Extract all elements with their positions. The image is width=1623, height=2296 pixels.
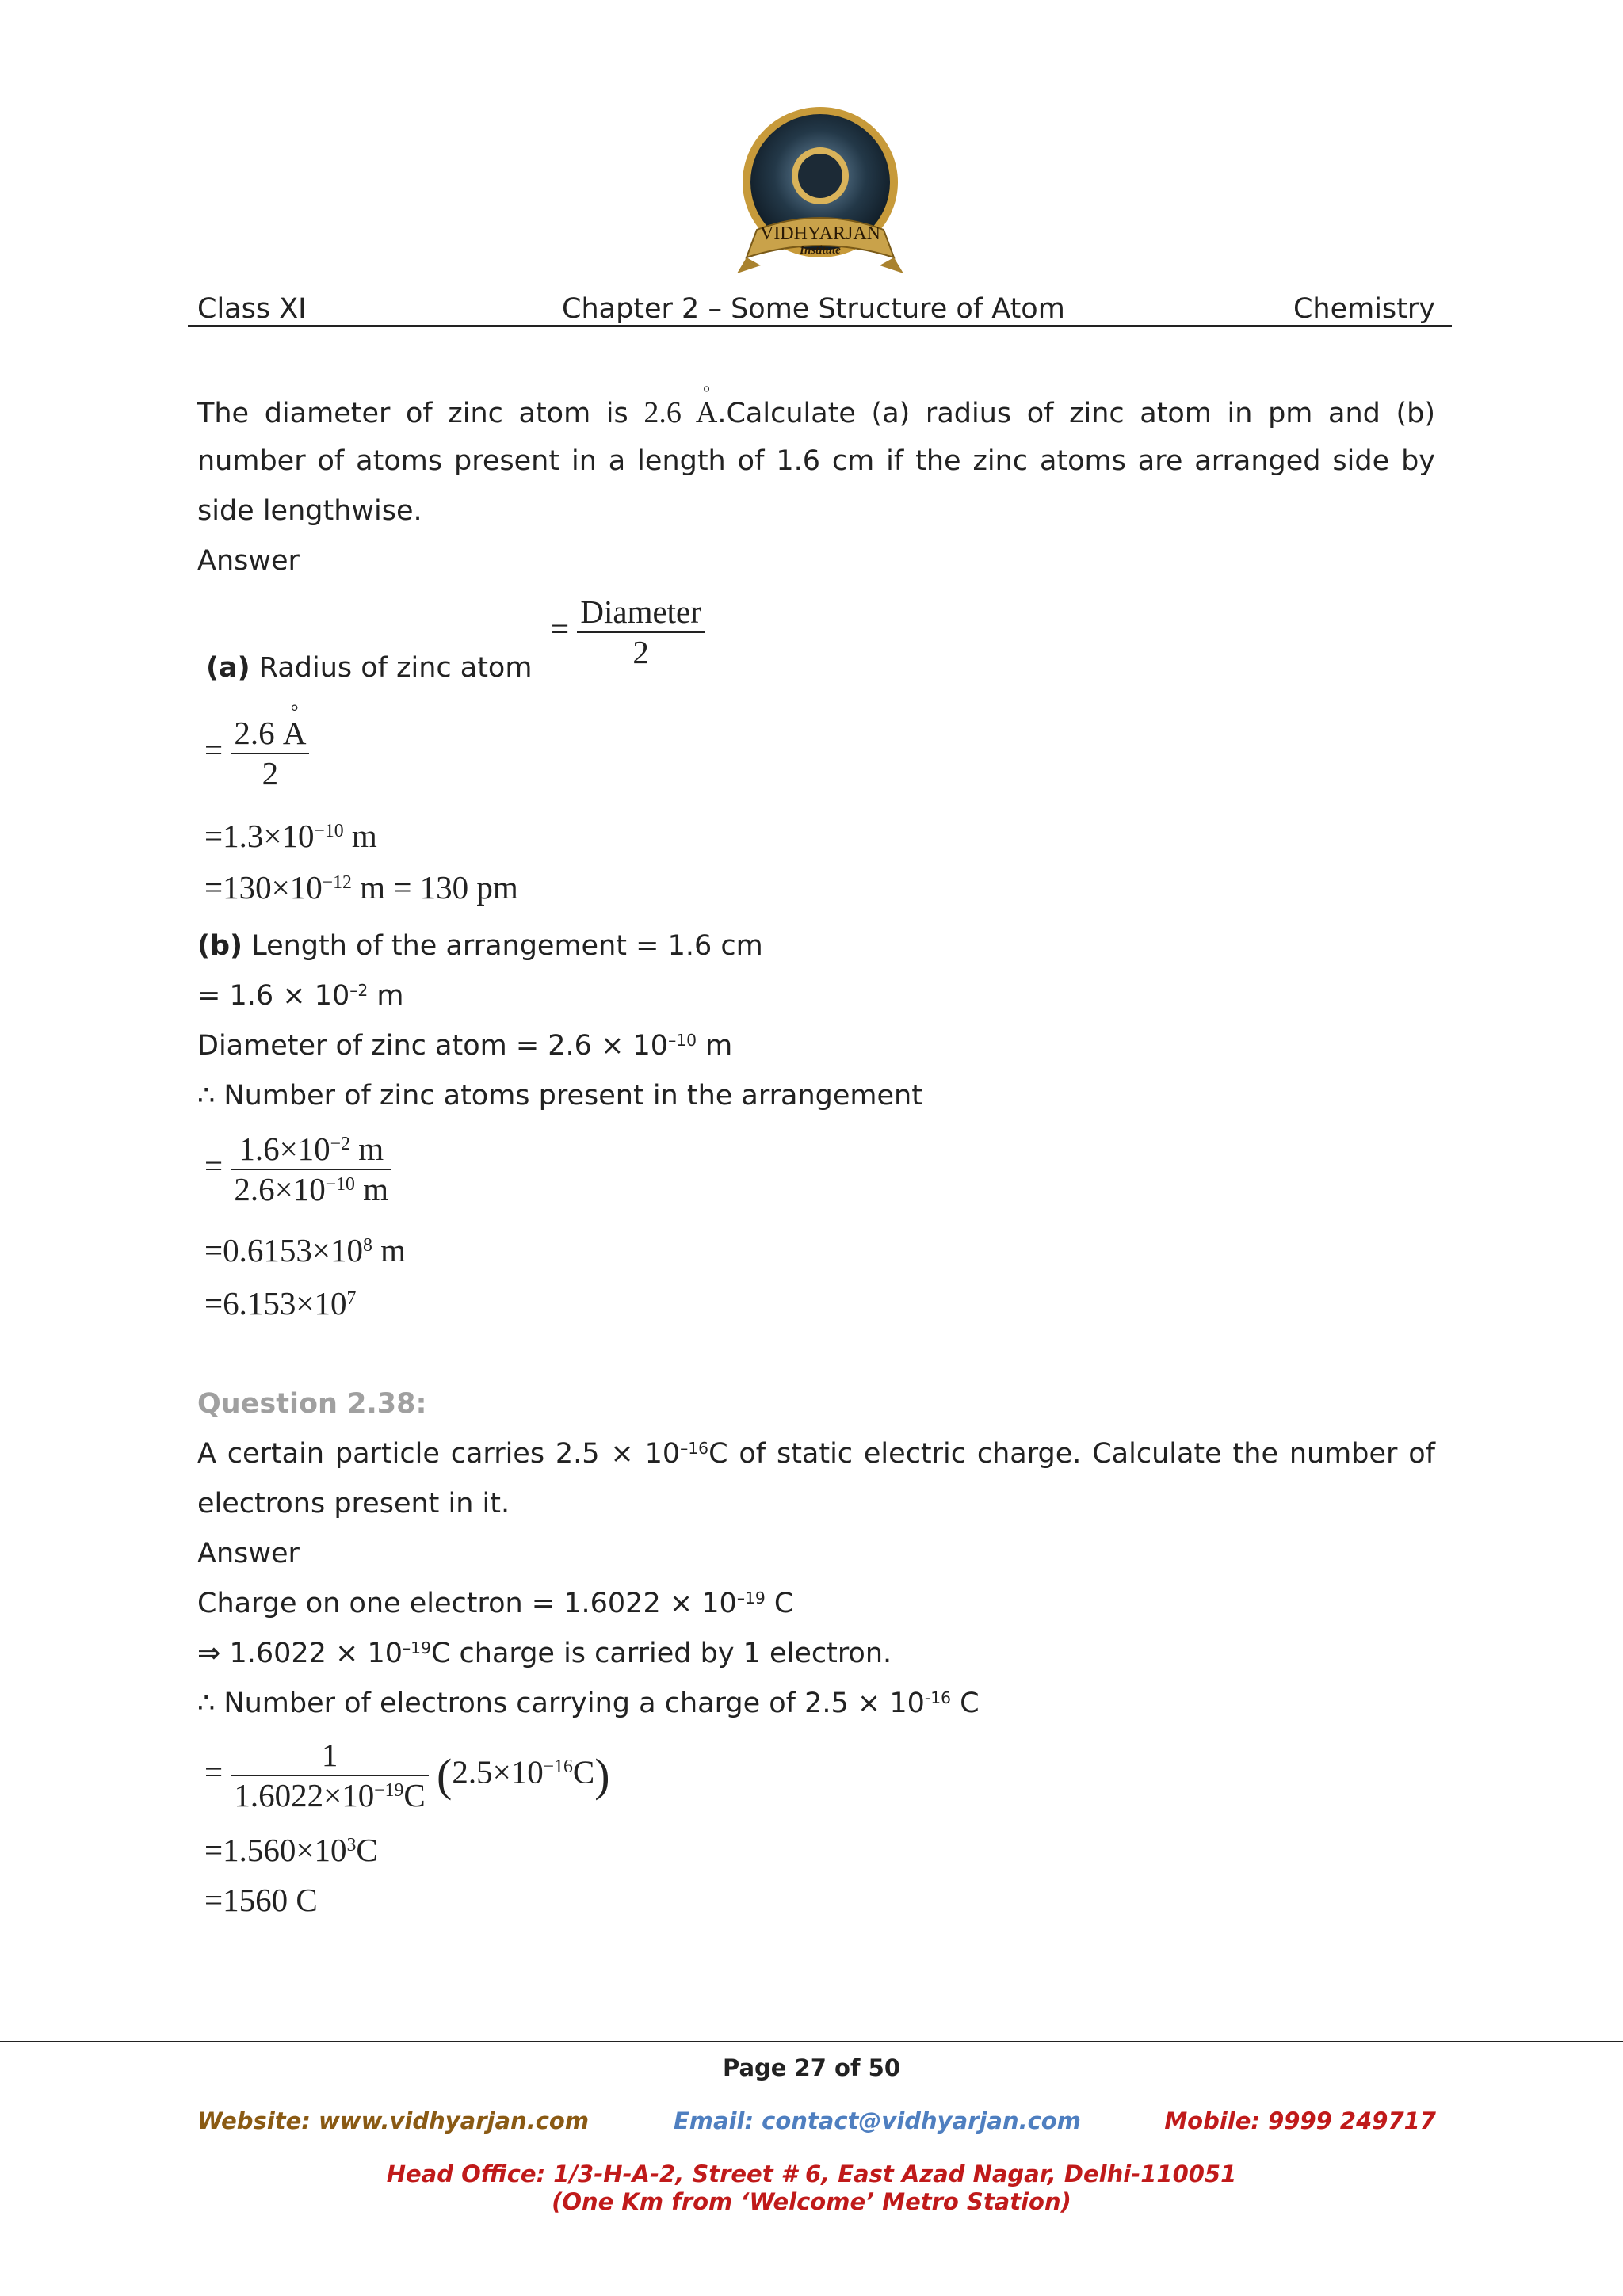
part-a-label: (a) bbox=[206, 652, 250, 684]
q37-line-2: number of atoms present in a length of 1.6 cm if the zinc atoms are arranged side by bbox=[197, 445, 1435, 477]
radius-step-1: = $\frac{2.6 ^\circ A}{2}$ bbox=[204, 717, 309, 790]
q38-answer-line-1: Charge on one electron = $1.6022 \times 10^{-19}$ C bbox=[197, 1588, 794, 1619]
header-divider bbox=[188, 325, 1452, 327]
q37-line-1: The diameter of zinc atom is 2.6 ° A.Calculate (a) radius of zinc atom in pm and (b) bbox=[197, 398, 1435, 428]
footer-divider bbox=[0, 2041, 1623, 2042]
logo-text: VIDHYARJAN bbox=[759, 223, 881, 244]
q37-line-3: side lengthwise. bbox=[197, 495, 422, 527]
footer-email: Email: contact@vidhyarjan.com bbox=[674, 2107, 1081, 2134]
q38-line-1: A certain particle carries $2.5 \times 10^{-16}C$ of static electric charge. Calculate the number of bbox=[197, 1438, 1436, 1470]
atoms-calc-3: $=6.153\times 10^7$ bbox=[204, 1285, 357, 1322]
class-label: Class XI bbox=[197, 293, 307, 325]
radius-step-2: $=1.3\times 10^{-10}$ m bbox=[204, 818, 377, 854]
footer-website: Website: www.vidhyarjan.com bbox=[197, 2107, 590, 2134]
q38-answer-line-2: ⇒ $1.6022 \times 10^{-19}C$ charge is carried by 1 electron. bbox=[197, 1638, 892, 1669]
electrons-calc-1: = $\frac{1}{1.6022\times 10^{-19}C}$ $(2.5\times 10^{-16}C)$ bbox=[204, 1737, 610, 1814]
q38-answer-label: Answer bbox=[197, 1538, 300, 1569]
part-a-line bbox=[206, 654, 532, 682]
part-b-line-2: = $1.6 \times 10^{-2}$ m bbox=[197, 980, 404, 1012]
logo-subtext: Institute bbox=[800, 244, 841, 257]
electrons-calc-3: =1560 C bbox=[204, 1882, 318, 1918]
chapter-title: Chapter 2 – Some Structure of Atom bbox=[562, 293, 1065, 325]
atoms-calc-2: $=0.6153\times 10^8$ m bbox=[204, 1232, 407, 1268]
footer-office: Head Office: 1/3-H-A-2, Street # 6, East Azad Nagar, Delhi-110051 bbox=[386, 2161, 1237, 2187]
zinc-diameter-value: 2.6 ° A bbox=[643, 396, 717, 429]
q38-line-2: electrons present in it. bbox=[197, 1488, 510, 1520]
footer-metro: (One Km from ‘Welcome’ Metro Station) bbox=[552, 2188, 1071, 2215]
part-b-line-4: ∴ Number of zinc atoms present in the arrangement bbox=[197, 1080, 922, 1112]
atoms-calc-1: = $\frac{1.6\times 10^{-2} m}{2.6\times 10^{-10} m}$ bbox=[204, 1133, 391, 1206]
institute-logo bbox=[713, 103, 927, 285]
part-a-text: Radius of zinc atom bbox=[258, 652, 533, 684]
electrons-calc-2: $=1.560\times 10^3C$ bbox=[204, 1832, 378, 1868]
q38-heading: Question 2.38: bbox=[197, 1388, 427, 1420]
radius-formula: = $\frac{\text{Diameter}}{2}$ bbox=[551, 596, 705, 669]
part-b-line: (b) Length of the arrangement = 1.6 cm bbox=[197, 930, 763, 962]
q38-answer-line-3: ∴ Number of electrons carrying a charge of $2.5 \times 10^{-16}$ C bbox=[197, 1688, 980, 1719]
radius-step-3: $=130\times 10^{-12}$ m = 130 pm bbox=[204, 869, 518, 906]
q37-answer-label: Answer bbox=[197, 545, 300, 577]
page-number: Page 27 of 50 bbox=[722, 2054, 900, 2081]
part-b-label: (b) bbox=[197, 930, 243, 962]
part-b-line-3: Diameter of zinc atom = $2.6 \times 10^{-10}$ m bbox=[197, 1030, 733, 1062]
footer-mobile: Mobile: 9999 249717 bbox=[1164, 2107, 1436, 2134]
subject-label: Chemistry bbox=[1293, 293, 1435, 325]
